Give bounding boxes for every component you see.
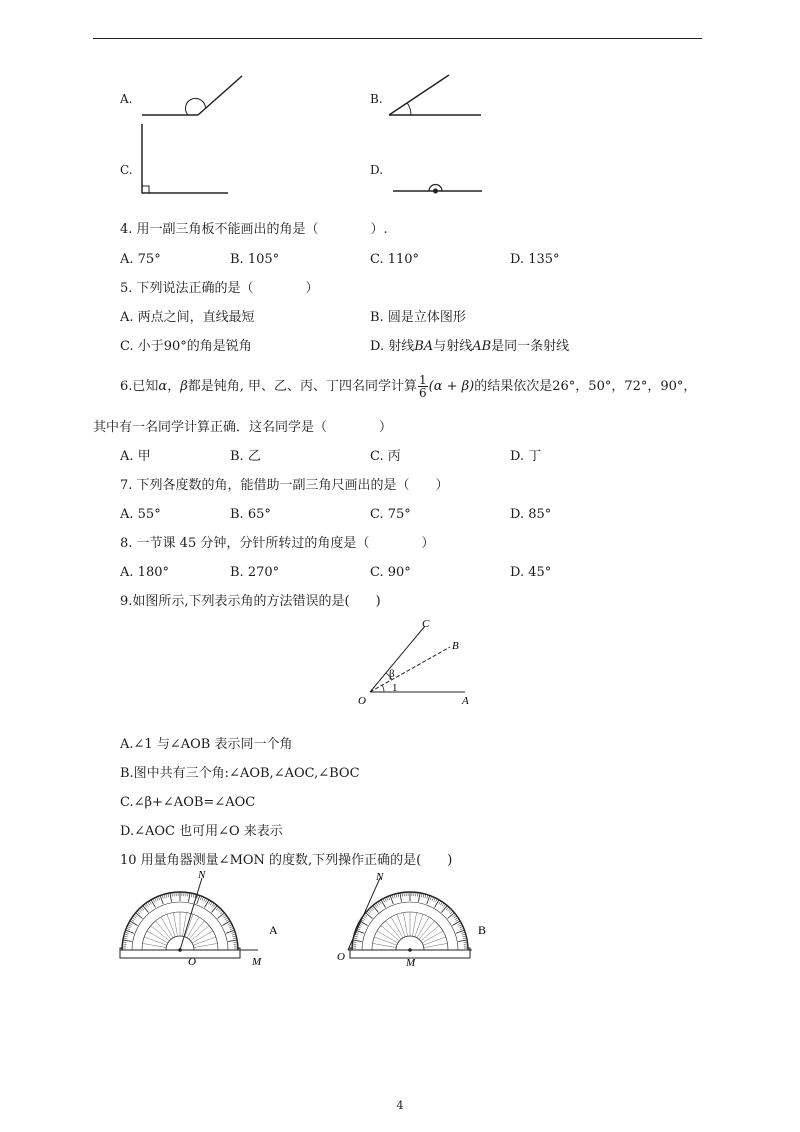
q5-option-c[interactable] <box>120 339 252 355</box>
q3-option-a-figure <box>140 70 250 120</box>
q9-option-c[interactable]: C.∠β+∠AOB=∠AOC <box>120 795 256 810</box>
q9-label-c: C <box>422 618 430 630</box>
q4-option-a[interactable]: A. 75° <box>120 252 161 267</box>
q6-option-b[interactable]: B. 乙 <box>230 449 261 464</box>
q5-option-a[interactable]: A. 两点之间，直线最短 <box>120 310 255 325</box>
q5-option-d-post: 是同一条射线 <box>491 339 570 354</box>
q8-option-c[interactable] <box>370 565 411 581</box>
q6-beta: β <box>180 379 188 394</box>
q10a-label-m: M <box>252 956 262 968</box>
q6-alpha: α <box>158 379 168 394</box>
q6-frac-num: 1 <box>418 373 427 387</box>
q3-option-a-label[interactable]: A. <box>120 92 133 106</box>
q6-pre: 6.已知 <box>120 379 159 394</box>
q8-d-value: 45° <box>528 565 552 580</box>
q10b-label-m: M <box>406 957 416 969</box>
q8-b-letter: B. <box>230 565 244 580</box>
q6-comma: ， <box>167 379 181 394</box>
q9-stem: 9.如图所示,下列表示角的方法错误的是( ) <box>120 594 381 609</box>
q7-option-d[interactable]: D. 85° <box>510 507 552 522</box>
q5-stem: 5. 下列说法正确的是（ ） <box>120 281 319 296</box>
q8-d-letter: D. <box>510 565 525 580</box>
q5-option-c-value: 90° <box>163 339 187 354</box>
q8-option-b[interactable] <box>230 565 279 581</box>
q3-option-d-label[interactable]: D. <box>370 163 384 177</box>
q8-a-value: 180° <box>137 565 169 580</box>
q6-fraction <box>418 374 428 399</box>
q6-mid: 都是钝角, 甲、乙、丙、丁四名同学计算 <box>187 379 417 394</box>
q10b-label-n: N <box>376 871 384 883</box>
q3-option-d-figure <box>390 178 485 200</box>
q9-angle-figure <box>350 612 485 710</box>
q6-line2: 其中有一名同学计算正确．这名同学是（ ） <box>93 420 393 435</box>
q9-label-o: O <box>358 695 366 707</box>
q10a-label-n: N <box>198 869 206 881</box>
q6-option-c[interactable]: C. 丙 <box>370 449 401 464</box>
q8-option-a[interactable] <box>120 565 169 581</box>
q3-option-b-label[interactable]: B. <box>370 92 383 106</box>
q8-option-d[interactable] <box>510 565 551 581</box>
q9-label-a: A <box>462 695 469 707</box>
q5-option-d-mid: 与射线 <box>433 339 473 354</box>
q10-protractor-a <box>110 868 290 970</box>
q9-option-d[interactable]: D.∠AOC 也可用∠O 来表示 <box>120 824 283 839</box>
q9-option-b[interactable]: B.图中共有三个角:∠AOB,∠AOC,∠BOC <box>120 766 360 781</box>
q4-option-b[interactable]: B. 105° <box>230 252 280 267</box>
q3-option-c-figure <box>136 120 231 198</box>
q10-stem: 10 用量角器测量∠MON 的度数,下列操作正确的是( ) <box>120 853 453 868</box>
q3-option-b-figure <box>385 70 485 120</box>
q3-option-c-label[interactable]: C. <box>120 163 133 177</box>
q6-post: 的结果依次是 <box>474 379 553 394</box>
q5-option-d-ray2: AB <box>472 339 492 354</box>
q6-stem <box>120 374 696 399</box>
q9-label-1: 1 <box>392 682 398 694</box>
q10a-tag[interactable]: A <box>269 923 278 937</box>
q10b-label-o: O <box>337 951 345 963</box>
q5-option-d-ray1: BA <box>414 339 434 354</box>
q4-option-c[interactable]: C. 110° <box>370 252 420 267</box>
page-number: 4 <box>396 1099 404 1112</box>
q8-c-value: 90° <box>387 565 411 580</box>
q7-option-c[interactable]: C. 75° <box>370 507 411 522</box>
q7-stem: 7. 下列各度数的角，能借助一副三角尺画出的是（ ） <box>120 478 449 493</box>
q8-a-letter: A. <box>120 565 134 580</box>
q10b-tag[interactable]: B <box>478 923 487 937</box>
q5-option-b[interactable]: B. 圆是立体图形 <box>370 310 466 325</box>
q5-option-d[interactable] <box>370 339 569 355</box>
q6-expr: (α + β) <box>428 379 475 394</box>
q4-stem: 4. 用一副三角板不能画出的角是（ ）. <box>120 222 388 237</box>
q6-option-d[interactable]: D. 丁 <box>510 449 542 464</box>
q6-values: 26°，50°，72°，90°， <box>552 379 697 394</box>
q6-frac-den: 6 <box>418 386 427 400</box>
q7-option-a[interactable]: A. 55° <box>120 507 161 522</box>
header-rule <box>93 38 702 39</box>
q10a-label-o: O <box>188 956 196 968</box>
q9-label-beta: β <box>389 668 395 680</box>
q6-option-a[interactable]: A. 甲 <box>120 449 151 464</box>
q8-c-letter: C. <box>370 565 384 580</box>
q8-b-value: 270° <box>247 565 280 580</box>
q10-protractor-b <box>330 868 505 970</box>
q7-option-b[interactable]: B. 65° <box>230 507 271 522</box>
q4-option-d[interactable]: D. 135° <box>510 252 560 267</box>
q5-option-c-pre: C. 小于 <box>120 339 164 354</box>
q5-option-d-pre: D. 射线 <box>370 339 415 354</box>
q9-label-b: B <box>452 640 459 652</box>
q8-stem: 8. 一节课 45 分钟，分针所转过的角度是（ ） <box>120 536 435 551</box>
q5-option-c-post: 的角是锐角 <box>186 339 252 354</box>
q9-option-a[interactable]: A.∠1 与∠AOB 表示同一个角 <box>120 737 293 752</box>
